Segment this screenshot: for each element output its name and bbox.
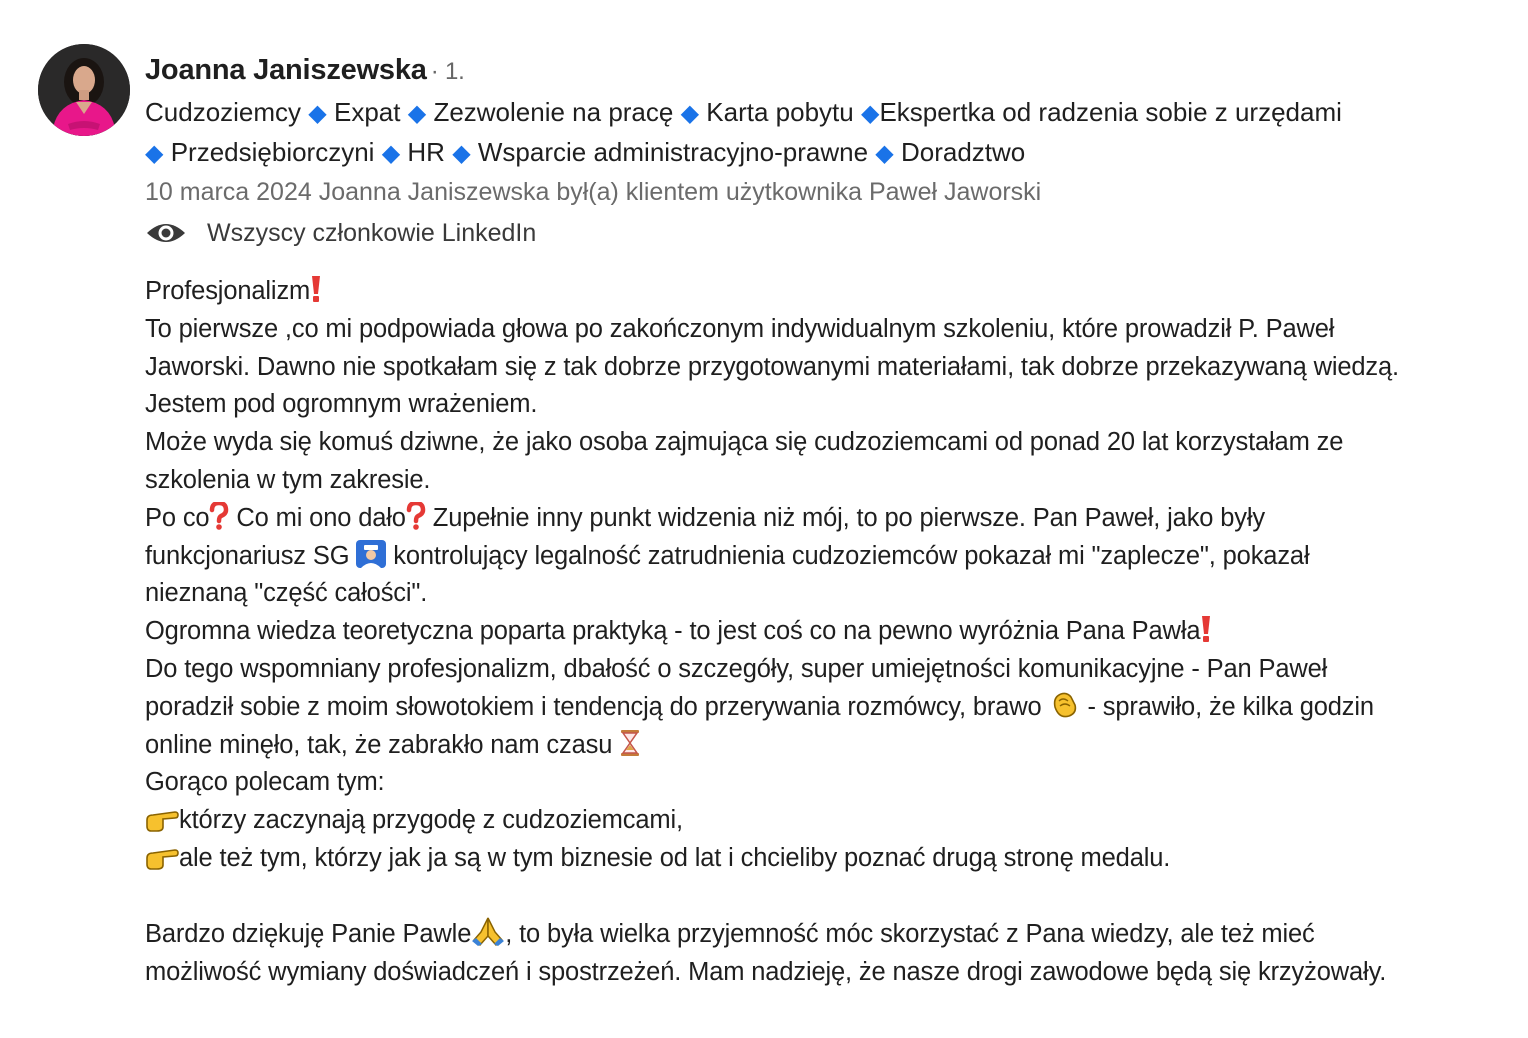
red-question-icon [406, 502, 426, 530]
text-line [145, 689, 1465, 727]
visibility-label: Wszyscy członkowie LinkedIn [207, 219, 537, 247]
folded-hands-icon [471, 916, 505, 946]
author-name-line [145, 50, 1475, 92]
text-span: Zupełnie inny punkt widzenia niż mój, to po pierwsze. Pan Paweł, jako były [425, 503, 1266, 532]
text-line [145, 840, 1465, 878]
text-line: Może wyda się komuś dziwne, że jako osoba zajmująca się cudzoziemcami od ponad 20 lat korzystałam ze [145, 428, 1344, 457]
headline-segment: Przedsiębiorczyni [170, 137, 375, 167]
headline-segment: Doradztwo [900, 137, 1026, 167]
eye-icon [145, 219, 187, 247]
headline-line-2 [145, 133, 1475, 173]
headline-segment: Expat [334, 97, 401, 127]
headline-segment: Ekspertka od radzenia sobie z urzędami [879, 97, 1342, 127]
headline-segment: Zezwolenie na pracę [433, 97, 674, 127]
text-span: - sprawiło, że kilka godzin [1080, 692, 1374, 721]
text-line: szkolenia w tym zakresie. [145, 465, 431, 494]
blue-diamond-icon: ◆ [452, 140, 471, 167]
text-line: To pierwsze ,co mi podpowiada głowa po zakończonym indywidualnym szkoleniu, które prowadził P. Paweł [145, 314, 1335, 343]
text-line [145, 802, 1465, 840]
text-span: online minęło, tak, że zabrakło nam czasu [145, 730, 620, 759]
text-span: kontrolujący legalność zatrudnienia cudzoziemców pokazał mi "zaplecze", pokazał [386, 541, 1310, 570]
headline-segment: Karta pobytu [706, 97, 854, 127]
red-question-icon [209, 502, 229, 530]
author-header [145, 50, 1475, 253]
text-line [145, 273, 1465, 311]
text-line: Gorąco polecam tym: [145, 768, 385, 797]
headline-segment: Cudzoziemcy [145, 97, 302, 127]
text-span: poradził sobie z moim słowotokiem i tendencją do przerywania rozmówcy, brawo [145, 692, 1049, 721]
connection-degree: · 1. [430, 58, 465, 85]
pointing-hand-icon [145, 844, 179, 870]
blue-diamond-icon: ◆ [680, 100, 700, 127]
author-name[interactable]: Joanna Janiszewska [145, 54, 427, 86]
blue-diamond-icon: ◆ [381, 140, 401, 167]
red-exclamation-icon [310, 275, 322, 303]
clapping-hands-icon [1049, 689, 1081, 719]
recommendation-text [145, 273, 1465, 991]
visibility-row [145, 213, 1475, 253]
text-span: którzy zaczynają przygodę z cudzoziemcami, [179, 806, 683, 835]
text-span: Ogromna wiedza teoretyczna poparta praktyką - to jest coś co na pewno wyróżnia Pana Pawła [145, 617, 1201, 646]
text-line [145, 916, 1465, 954]
blue-diamond-icon: ◆ [145, 140, 164, 167]
police-officer-icon [356, 540, 386, 568]
avatar-photo [38, 44, 130, 136]
text-line [145, 500, 1465, 538]
avatar[interactable] [38, 44, 130, 136]
headline-segment: HR [407, 137, 445, 167]
text-span: Co mi ono dało [229, 503, 406, 532]
blue-diamond-icon: ◆ [875, 140, 894, 167]
pointing-hand-icon [145, 806, 179, 832]
text-line: Jaworski. Dawno nie spotkałam się z tak dobrze przygotowanymi materiałami, tak dobrze przekazywaną wiedzą. [145, 352, 1399, 381]
author-headline [145, 93, 1475, 173]
text-span: , to była wielka przyjemność móc skorzystać z Pana wiedzy, ale też mieć [505, 919, 1315, 948]
blue-diamond-icon: ◆ [308, 100, 327, 127]
text-line [145, 613, 1465, 651]
text-line: Do tego wspomniany profesjonalizm, dbałość o szczegóły, super umiejętności komunikacyjne - Pan Paweł [145, 654, 1328, 683]
text-span: Bardzo dziękuję Panie Pawle [145, 919, 472, 948]
text-line: nieznaną "część całości". [145, 579, 428, 608]
text-span: Profesjonalizm [145, 277, 311, 305]
text-line [145, 727, 1465, 765]
hourglass-icon [619, 729, 641, 757]
text-span: Po co [145, 503, 210, 532]
headline-segment: Wsparcie administracyjno-prawne [477, 137, 869, 167]
red-exclamation-icon [1200, 615, 1212, 643]
text-line: Jestem pod ogromnym wrażeniem. [145, 390, 538, 419]
recommendation-date-relation: 10 marca 2024 Joanna Janiszewska był(a) klientem użytkownika Paweł Jaworski [145, 178, 1042, 206]
headline-line-1 [145, 93, 1475, 133]
text-line [145, 538, 1465, 576]
text-line: możliwość wymiany doświadczeń i spostrzeżeń. Mam nadzieję, że nasze drogi zawodowe będą się krzyżowały. [145, 957, 1387, 986]
blue-diamond-icon: ◆ [407, 100, 427, 127]
spacer [145, 878, 1465, 916]
text-span: funkcjonariusz SG [145, 541, 357, 570]
blue-diamond-icon: ◆ [860, 100, 880, 127]
text-span: ale też tym, którzy jak ja są w tym biznesie od lat i chcieliby poznać drugą stronę medalu. [179, 843, 1171, 872]
